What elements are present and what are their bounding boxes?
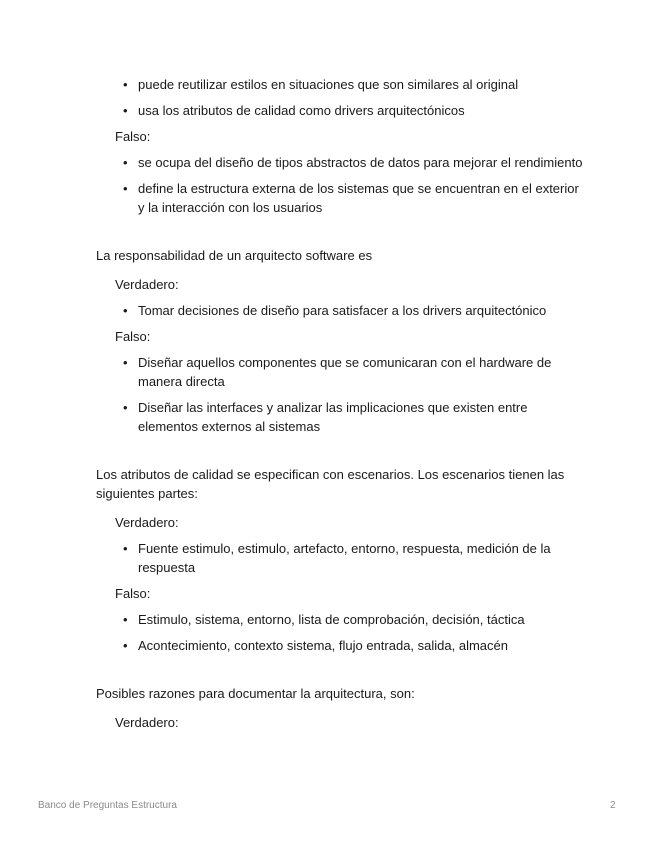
- question-section: [96, 465, 586, 655]
- list-item: • usa los atributos de calidad como drivers arquitectónicos: [123, 103, 465, 118]
- question-section: [96, 246, 586, 436]
- true-answer-list: [96, 75, 586, 120]
- question-text: Los atributos de calidad se especifican con escenarios. Los escenarios tienen las siguientes partes:: [96, 467, 565, 501]
- true-answer-list: [96, 539, 586, 577]
- true-label: Verdadero:: [115, 277, 179, 292]
- false-label: Falso:: [115, 129, 151, 144]
- question-section: [96, 75, 586, 217]
- section-spacer: [96, 662, 586, 684]
- list-item: • Estimulo, sistema, entorno, lista de comprobación, decisión, táctica: [123, 612, 525, 627]
- bullet-icon: •: [123, 103, 128, 118]
- bullet-icon: •: [123, 638, 128, 653]
- bullet-icon: •: [123, 77, 128, 92]
- true-answer-list: [96, 301, 586, 320]
- bullet-icon: •: [123, 612, 128, 627]
- section-spacer: [96, 224, 586, 246]
- list-item: • Diseñar las interfaces y analizar las implicaciones que existen entre elementos externos al sistemas: [123, 400, 528, 434]
- list-item: • puede reutilizar estilos en situaciones que son similares al original: [123, 77, 519, 92]
- page-number: 2: [610, 800, 616, 811]
- list-item: • Tomar decisiones de diseño para satisfacer a los drivers arquitectónico: [123, 303, 547, 318]
- section-spacer: [96, 443, 586, 465]
- false-answer-list: [96, 610, 586, 655]
- bullet-icon: •: [123, 355, 128, 370]
- false-answer-list: [96, 353, 586, 436]
- false-answer-list: [96, 153, 586, 217]
- list-item: • Fuente estimulo, estimulo, artefacto, entorno, respuesta, medición de la respuesta: [123, 541, 551, 575]
- list-item: • se ocupa del diseño de tipos abstractos de datos para mejorar el rendimiento: [123, 155, 583, 170]
- bullet-icon: •: [123, 303, 128, 318]
- false-label: Falso:: [115, 586, 151, 601]
- true-label: Verdadero:: [115, 715, 179, 730]
- bullet-icon: •: [123, 541, 128, 556]
- question-text: Posibles razones para documentar la arquitectura, son:: [96, 686, 415, 701]
- question-section: [96, 684, 586, 732]
- false-label: Falso:: [115, 329, 151, 344]
- question-text: La responsabilidad de un arquitecto software es: [96, 248, 373, 263]
- footer-title: Banco de Preguntas Estructura: [38, 800, 177, 811]
- bullet-icon: •: [123, 181, 128, 196]
- list-item: • Diseñar aquellos componentes que se comunicaran con el hardware de manera directa: [123, 355, 552, 389]
- bullet-icon: •: [123, 400, 128, 415]
- list-item: • define la estructura externa de los sistemas que se encuentran en el exterior y la interacción con los usuarios: [123, 181, 579, 215]
- page-content: [96, 75, 586, 739]
- bullet-icon: •: [123, 155, 128, 170]
- true-label: Verdadero:: [115, 515, 179, 530]
- list-item: • Acontecimiento, contexto sistema, flujo entrada, salida, almacén: [123, 638, 508, 653]
